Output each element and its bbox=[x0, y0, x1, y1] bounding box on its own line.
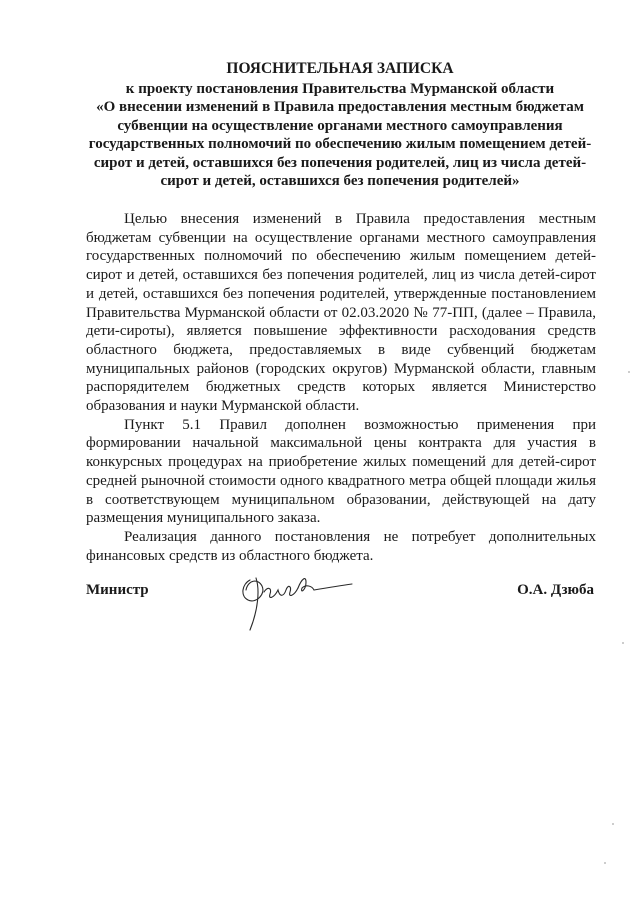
signature-block bbox=[86, 582, 594, 652]
document-title: ПОЯСНИТЕЛЬНАЯ ЗАПИСКА bbox=[226, 60, 454, 77]
header-line: «О внесении изменений в Правила предоставления местным бюджетам bbox=[96, 99, 584, 115]
scan-speck bbox=[628, 371, 630, 373]
handwritten-signature bbox=[236, 570, 356, 636]
header-line: субвенции на осуществление органами местного самоуправления bbox=[117, 117, 563, 134]
header-line: сирот и детей, оставшихся без попечения родителей, лиц из числа детей- bbox=[93, 154, 587, 171]
scan-speck bbox=[622, 642, 624, 644]
header-line: сирот и детей, оставшихся без попечения родителей» bbox=[160, 173, 520, 189]
body-paragraph: Пункт 5.1 Правил дополнен возможностью применения при формировании начальной максимальной цены контракта для участия в конкурсных процедурах на приобретение жилых помещений для детей-сирот средней рыночной стоимости одного квадратного метра общей площади жилья в соответствующем муниципальном образовании, действующей на дату размещения муниципального заказа. bbox=[86, 416, 596, 527]
body-paragraph: Целью внесения изменений в Правила предоставления местным бюджетам субвенции на осуществление органами местного самоуправления государственных полномочий по обеспечению жилым помещением детей-сирот и детей, оставшихся без попечения родителей, лиц из числа детей-сирот и детей, оставшихся без попечения родителей, утвержденные постановлением Правительства Мурманской области от 02.03.2020 № 77-ПП, (далее – Правила, дети-сироты), является повышение эффективности расходования средств областного бюджета, предоставляемых в виде субвенций бюджетам муниципальных районов (городских округов) Мурманской области, главным распорядителем бюджетных средств которых является Министерство образования и науки Мурманской области. bbox=[86, 211, 596, 415]
signatory-position: Министр bbox=[86, 582, 149, 598]
document-body bbox=[86, 210, 596, 565]
scan-speck bbox=[604, 862, 606, 864]
body-paragraph: Реализация данного постановления не потребует дополнительных финансовых средств из областного бюджета. bbox=[86, 528, 596, 564]
signatory-name: О.А. Дзюба bbox=[517, 582, 594, 598]
header-line: государственных полномочий по обеспечению жилым помещением детей- bbox=[88, 136, 592, 152]
scan-speck bbox=[612, 823, 614, 825]
header-line: к проекту постановления Правительства Мурманской области bbox=[125, 80, 555, 97]
document-header bbox=[80, 60, 600, 191]
